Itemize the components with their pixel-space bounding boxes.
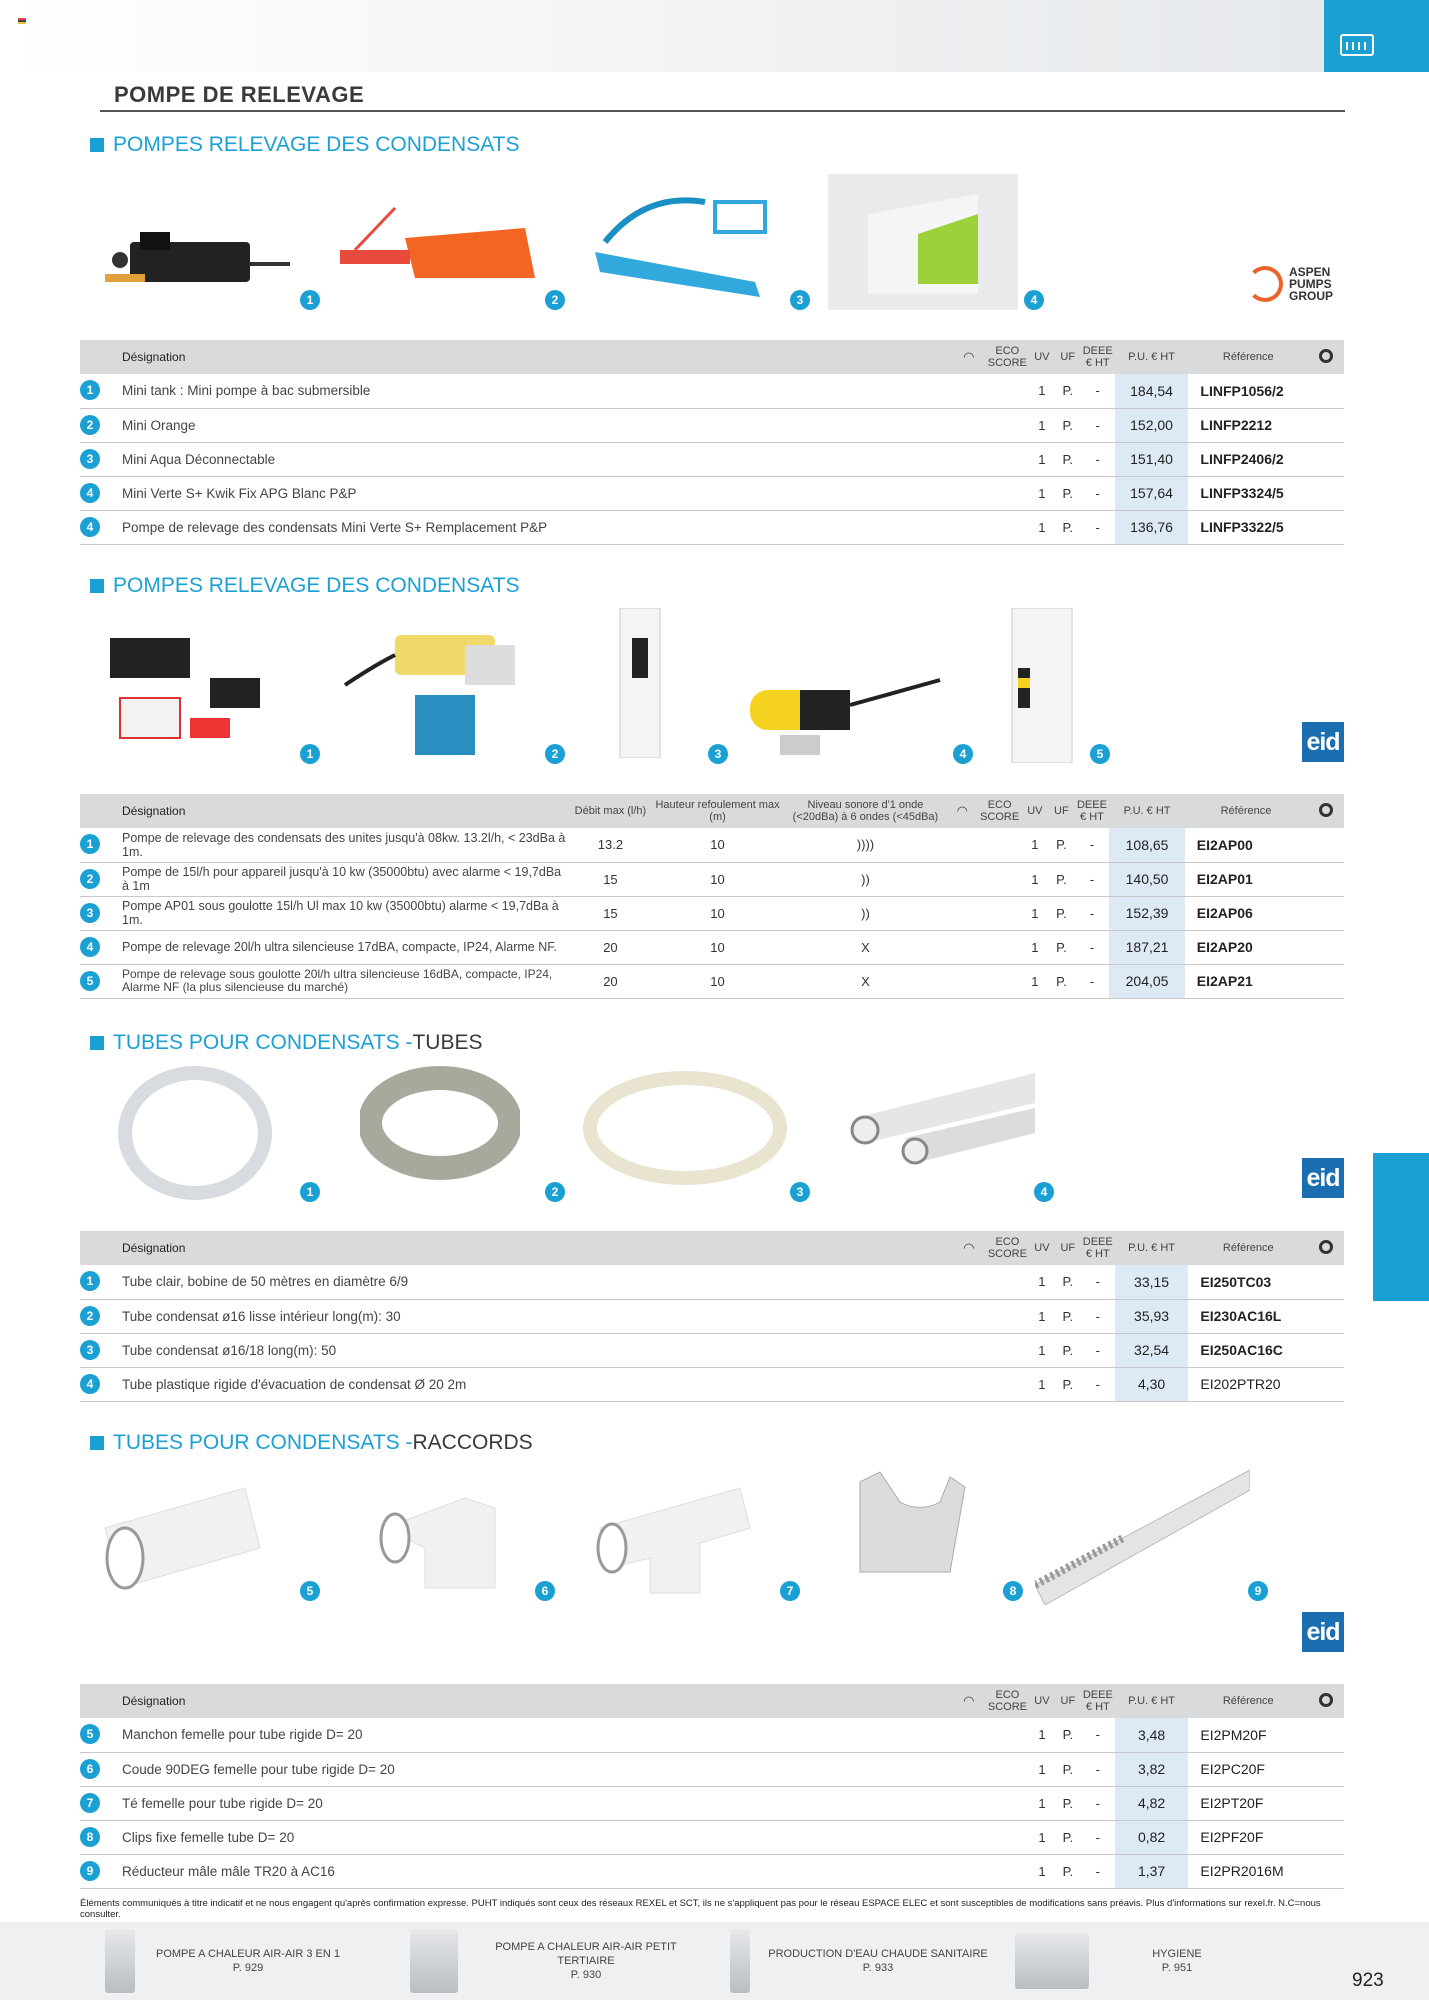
- product-badge: 9: [1248, 1581, 1268, 1601]
- row-badge: 1: [80, 834, 100, 854]
- nav-link-text: POMPE A CHALEUR AIR-AIR 3 EN 1 P. 929: [155, 1948, 340, 1974]
- row-designation: Mini tank : Mini pompe à bac submersible: [122, 383, 371, 399]
- table-row[interactable]: [80, 408, 1344, 442]
- bottom-nav-link-pac-tertiaire[interactable]: [410, 1922, 710, 2000]
- row-uf: P.: [1055, 1265, 1081, 1299]
- col-uv: UV: [1029, 340, 1055, 374]
- row-uf: P.: [1055, 1718, 1081, 1752]
- product-badge: 5: [1090, 744, 1110, 764]
- row-designation: Clips fixe femelle tube D= 20: [122, 1829, 295, 1845]
- hvac-unit-icon: [1340, 34, 1374, 56]
- product-badge: 1: [300, 1182, 320, 1202]
- bottom-nav-link-hygiene[interactable]: [1015, 1922, 1265, 2000]
- row-designation: Tube clair, bobine de 50 mètres en diamètre 6/9: [122, 1274, 409, 1290]
- brand-logo-aspen: [1247, 266, 1339, 302]
- product-thumbnail: [105, 1929, 135, 1993]
- row-designation: Tube condensat ø16 lisse intérieur long(m): 30: [122, 1308, 401, 1324]
- col-uv: UV: [1029, 1684, 1055, 1718]
- product-badge: 4: [1024, 290, 1044, 310]
- nav-link-text: HYGIENE P. 951: [1152, 1948, 1202, 1974]
- row-price: 187,21: [1109, 930, 1184, 964]
- row-uf: P.: [1055, 510, 1081, 544]
- row-uv: 1: [1029, 408, 1055, 442]
- product-badge: 2: [545, 1182, 565, 1202]
- row-deee: -: [1075, 862, 1110, 896]
- row-designation: Pompe AP01 sous goulotte 15l/h Ul max 10 kw (35000btu) alarme < 19,7dBa à 1m.: [122, 899, 559, 927]
- table-row[interactable]: [80, 442, 1344, 476]
- row-designation: Coude 90DEG femelle pour tube rigide D= 20: [122, 1761, 395, 1777]
- row-deee: -: [1081, 1367, 1115, 1401]
- row-uf: P.: [1055, 442, 1081, 476]
- row-price: 35,93: [1115, 1299, 1189, 1333]
- product-image-clip[interactable]: [840, 1462, 970, 1602]
- row-badge: 2: [80, 415, 100, 435]
- product-badge: 2: [545, 744, 565, 764]
- row-deee: -: [1081, 408, 1115, 442]
- col-reference: Référence: [1185, 794, 1307, 828]
- product-image-mini-tank[interactable]: [100, 222, 300, 302]
- product-badge: 6: [535, 1581, 555, 1601]
- col-pu: P.U. € HT: [1115, 340, 1189, 374]
- table-row[interactable]: [80, 1265, 1344, 1299]
- table-header-row: [80, 1231, 1344, 1265]
- row-uv: 1: [1029, 476, 1055, 510]
- row-price: 204,05: [1109, 964, 1184, 998]
- product-image-mini-aqua[interactable]: [585, 172, 785, 302]
- title-divider: [100, 110, 1345, 112]
- connectivity-icon: ◠: [947, 794, 978, 828]
- row-hauteur: 10: [651, 862, 784, 896]
- row-uf: P.: [1055, 374, 1081, 408]
- product-table-aspen: [80, 340, 1344, 545]
- section-side-tab[interactable]: [1373, 1153, 1429, 1301]
- section-title: POMPES RELEVAGE DES CONDENSATS: [90, 132, 520, 158]
- col-eco-score: ECO SCORE: [978, 794, 1022, 828]
- product-badge: 1: [300, 290, 320, 310]
- row-debit: 20: [570, 964, 652, 998]
- row-designation: Mini Aqua Déconnectable: [122, 451, 276, 467]
- brand-logo-eid: eid: [1302, 1612, 1344, 1652]
- table-row[interactable]: [80, 1854, 1344, 1888]
- table-row[interactable]: [80, 1786, 1344, 1820]
- product-badge: 4: [1034, 1182, 1054, 1202]
- table-row[interactable]: [80, 1367, 1344, 1401]
- row-uf: P.: [1055, 408, 1081, 442]
- row-price: 140,50: [1109, 862, 1184, 896]
- col-pu: P.U. € HT: [1115, 1684, 1189, 1718]
- product-thumbnail: [1015, 1933, 1089, 1989]
- row-badge: 2: [80, 1306, 100, 1326]
- bottom-nav-link-pac-3en1[interactable]: [105, 1922, 365, 2000]
- product-badge: 3: [790, 1182, 810, 1202]
- table-row[interactable]: [80, 1820, 1344, 1854]
- section-title: TUBES POUR CONDENSATS - RACCORDS: [90, 1430, 533, 1456]
- col-uf: UF: [1048, 794, 1075, 828]
- nav-link-text: POMPE A CHALEUR AIR-AIR PETIT TERTIAIRE P. 930: [495, 1941, 677, 1981]
- row-badge: 1: [80, 380, 100, 400]
- row-uf: P.: [1055, 1820, 1081, 1854]
- row-uf: P.: [1048, 896, 1075, 930]
- col-designation: Désignation: [80, 340, 952, 374]
- row-niveau: )): [784, 862, 947, 896]
- row-deee: -: [1081, 374, 1115, 408]
- row-reference[interactable]: EI2PM20F: [1188, 1718, 1308, 1752]
- product-badge: 3: [708, 744, 728, 764]
- col-deee: DEEE € HT: [1081, 1684, 1115, 1718]
- row-reference[interactable]: EI2PC20F: [1188, 1752, 1308, 1786]
- row-uf: P.: [1048, 930, 1075, 964]
- row-reference[interactable]: LINFP2406/2: [1188, 442, 1308, 476]
- row-uv: 1: [1029, 442, 1055, 476]
- row-deee: -: [1075, 896, 1110, 930]
- row-debit: 15: [570, 896, 652, 930]
- product-thumbnail: [410, 1929, 458, 1993]
- row-price: 32,54: [1115, 1333, 1189, 1367]
- table-row[interactable]: [80, 896, 1344, 930]
- row-price: 157,64: [1115, 476, 1189, 510]
- row-uf: P.: [1048, 828, 1075, 862]
- table-row[interactable]: [80, 476, 1344, 510]
- col-designation: Désignation: [80, 1684, 952, 1718]
- row-hauteur: 10: [651, 930, 784, 964]
- col-designation: Désignation: [80, 794, 570, 828]
- row-niveau: )): [784, 896, 947, 930]
- row-uv: 1: [1029, 1820, 1055, 1854]
- row-uv: 1: [1022, 896, 1049, 930]
- table-header-row: [80, 1684, 1344, 1718]
- row-badge: 4: [80, 483, 100, 503]
- language-flag-icon[interactable]: [18, 18, 26, 24]
- row-uv: 1: [1029, 1786, 1055, 1820]
- row-badge: 1: [80, 1271, 100, 1291]
- row-reference[interactable]: EI250AC16C: [1188, 1333, 1308, 1367]
- legal-footnote: Éléments communiqués à titre indicatif et ne nous engagent qu'après confirmation expresse. PUHT indiqués sont ceux des réseaux REXEL et SCT, ils ne s'appliquent pas pour le réseau ESPACE ELEC et sont susceptibles de modifications sans préavis. Plus d'informations sur rexel.fr. N.C=nous consulter.: [80, 1898, 1321, 1920]
- row-deee: -: [1081, 1786, 1115, 1820]
- col-eco-score: ECO SCORE: [986, 1684, 1029, 1718]
- row-price: 152,39: [1109, 896, 1184, 930]
- row-designation: Pompe de relevage des condensats des unites jusqu'à 08kw. 13.2l/h, < 23dBa à 1m.: [122, 830, 566, 859]
- product-table-raccords: [80, 1684, 1344, 1889]
- aspen-logo-icon: [1247, 266, 1283, 302]
- table-header-row: [80, 340, 1344, 374]
- col-designation: Désignation: [80, 1231, 952, 1265]
- row-uv: 1: [1022, 930, 1049, 964]
- row-designation: Manchon femelle pour tube rigide D= 20: [122, 1727, 363, 1743]
- row-uf: P.: [1055, 1367, 1081, 1401]
- row-badge: 4: [80, 937, 100, 957]
- row-price: 3,48: [1115, 1718, 1189, 1752]
- product-image-coude[interactable]: [365, 1468, 505, 1598]
- col-debit: Débit max (l/h): [570, 794, 652, 828]
- row-deee: -: [1075, 930, 1110, 964]
- row-reference[interactable]: LINFP1056/2: [1188, 374, 1308, 408]
- col-pu: P.U. € HT: [1109, 794, 1184, 828]
- row-deee: -: [1075, 828, 1110, 862]
- col-uv: UV: [1029, 1231, 1055, 1265]
- row-uv: 1: [1029, 1367, 1055, 1401]
- row-hauteur: 10: [651, 828, 784, 862]
- row-reference[interactable]: EI2AP20: [1185, 930, 1307, 964]
- col-uf: UF: [1055, 1684, 1081, 1718]
- row-price: 0,82: [1115, 1820, 1189, 1854]
- row-uf: P.: [1055, 1854, 1081, 1888]
- row-badge: 4: [80, 1374, 100, 1394]
- row-uf: P.: [1055, 1786, 1081, 1820]
- product-badge: 3: [790, 290, 810, 310]
- row-designation: Mini Verte S+ Kwik Fix APG Blanc P&P: [122, 485, 357, 501]
- row-reference[interactable]: EI2PF20F: [1188, 1820, 1308, 1854]
- col-uf: UF: [1055, 340, 1081, 374]
- col-reference: Référence: [1188, 340, 1308, 374]
- row-badge: 5: [80, 971, 100, 991]
- col-eco-score: ECO SCORE: [986, 340, 1029, 374]
- table-row[interactable]: [80, 1752, 1344, 1786]
- section-title: POMPES RELEVAGE DES CONDENSATS: [90, 573, 520, 599]
- product-badge: 1: [300, 744, 320, 764]
- row-badge: 4: [80, 517, 100, 537]
- row-price: 4,82: [1115, 1786, 1189, 1820]
- product-image-grey-tube[interactable]: [360, 1063, 520, 1193]
- row-reference[interactable]: EI2AP21: [1185, 964, 1307, 998]
- col-deee: DEEE € HT: [1081, 1231, 1115, 1265]
- table-row[interactable]: [80, 1718, 1344, 1752]
- row-reference[interactable]: EI250TC03: [1188, 1265, 1308, 1299]
- connectivity-icon: ◠: [952, 1684, 986, 1718]
- product-image-ei2ap21[interactable]: [1000, 608, 1080, 763]
- product-image-ei2ap20[interactable]: [740, 650, 950, 760]
- col-reference: Référence: [1188, 1684, 1308, 1718]
- row-badge: 7: [80, 1793, 100, 1813]
- row-reference[interactable]: EI2AP06: [1185, 896, 1307, 930]
- col-uv: UV: [1022, 794, 1049, 828]
- row-designation: Pompe de 15l/h pour appareil jusqu'à 10 kw (35000btu) avec alarme < 19,7dBa à 1m: [122, 865, 562, 893]
- col-uf: UF: [1055, 1231, 1081, 1265]
- row-designation: Pompe de relevage des condensats Mini Verte S+ Remplacement P&P: [122, 519, 548, 535]
- row-badge: 9: [80, 1861, 100, 1881]
- row-deee: -: [1075, 964, 1110, 998]
- product-table-eid-pumps: [80, 794, 1344, 999]
- section-title: TUBES POUR CONDENSATS - TUBES: [90, 1030, 483, 1056]
- row-badge: 8: [80, 1827, 100, 1847]
- row-deee: -: [1081, 1820, 1115, 1854]
- row-deee: -: [1081, 442, 1115, 476]
- product-badge: 4: [953, 744, 973, 764]
- row-hauteur: 10: [651, 896, 784, 930]
- row-reference[interactable]: EI2AP01: [1185, 862, 1307, 896]
- row-uv: 1: [1029, 1718, 1055, 1752]
- settings-gear-icon: [1308, 1231, 1344, 1265]
- row-price: 3,82: [1115, 1752, 1189, 1786]
- row-badge: 5: [80, 1724, 100, 1744]
- row-designation: Té femelle pour tube rigide D= 20: [122, 1795, 323, 1811]
- row-niveau: X: [784, 964, 947, 998]
- row-deee: -: [1081, 1299, 1115, 1333]
- row-price: 33,15: [1115, 1265, 1189, 1299]
- product-image-rigid-tubes[interactable]: [845, 1063, 1035, 1173]
- row-designation: Tube plastique rigide d'évacuation de condensat Ø 20 2m: [122, 1376, 467, 1392]
- col-deee: DEEE € HT: [1075, 794, 1110, 828]
- product-badge: 8: [1003, 1581, 1023, 1601]
- settings-gear-icon: [1307, 794, 1344, 828]
- row-price: 1,37: [1115, 1854, 1189, 1888]
- row-reference[interactable]: LINFP2212: [1188, 408, 1308, 442]
- product-image-reducteur[interactable]: [1035, 1465, 1250, 1605]
- row-uv: 1: [1029, 510, 1055, 544]
- table-row[interactable]: [80, 1299, 1344, 1333]
- table-row[interactable]: [80, 930, 1344, 964]
- row-uf: P.: [1048, 964, 1075, 998]
- product-image-white-tube[interactable]: [580, 1063, 790, 1193]
- col-hauteur: Hauteur refoulement max (m): [651, 794, 784, 828]
- table-row[interactable]: [80, 862, 1344, 896]
- brand-name: ASPEN PUMPS GROUP: [1289, 265, 1334, 303]
- product-image-ei2ap00[interactable]: [100, 628, 300, 758]
- row-deee: -: [1081, 1333, 1115, 1367]
- connectivity-icon: ◠: [952, 1231, 986, 1265]
- settings-gear-icon: [1308, 1684, 1344, 1718]
- row-uv: 1: [1029, 1299, 1055, 1333]
- table-row[interactable]: [80, 510, 1344, 544]
- settings-gear-icon: [1308, 340, 1344, 374]
- product-badge: 7: [780, 1581, 800, 1601]
- product-image-mini-verte[interactable]: [828, 174, 1018, 310]
- row-deee: -: [1081, 1854, 1115, 1888]
- row-price: 151,40: [1115, 442, 1189, 476]
- col-reference: Référence: [1188, 1231, 1308, 1265]
- row-badge: 3: [80, 449, 100, 469]
- row-reference[interactable]: EI2AP00: [1185, 828, 1307, 862]
- row-uf: P.: [1055, 1752, 1081, 1786]
- row-niveau: X: [784, 930, 947, 964]
- row-badge: 2: [80, 869, 100, 889]
- row-designation: Mini Orange: [122, 417, 196, 433]
- product-badge: 5: [300, 1581, 320, 1601]
- product-image-ei2ap06[interactable]: [610, 608, 670, 758]
- row-price: 136,76: [1115, 510, 1189, 544]
- row-reference[interactable]: EI2PT20F: [1188, 1786, 1308, 1820]
- row-uf: P.: [1055, 476, 1081, 510]
- row-uv: 1: [1022, 828, 1049, 862]
- row-hauteur: 10: [651, 964, 784, 998]
- product-image-ei2ap01[interactable]: [335, 615, 545, 765]
- row-deee: -: [1081, 1752, 1115, 1786]
- row-uv: 1: [1029, 1752, 1055, 1786]
- row-price: 4,30: [1115, 1367, 1189, 1401]
- row-uf: P.: [1048, 862, 1075, 896]
- row-designation: Tube condensat ø16/18 long(m): 50: [122, 1342, 337, 1358]
- product-image-te[interactable]: [590, 1468, 755, 1598]
- table-header-row: [80, 794, 1344, 828]
- bottom-nav-link-eau-chaude[interactable]: [730, 1922, 1000, 2000]
- row-deee: -: [1081, 476, 1115, 510]
- row-deee: -: [1081, 1265, 1115, 1299]
- table-row[interactable]: [80, 1333, 1344, 1367]
- brand-logo-eid: eid: [1302, 1158, 1344, 1198]
- product-badge: 2: [545, 290, 565, 310]
- product-image-clear-tube[interactable]: [115, 1063, 275, 1203]
- connectivity-icon: ◠: [952, 340, 986, 374]
- top-bar: [0, 0, 1429, 72]
- row-niveau: )))): [784, 828, 947, 862]
- row-designation: Pompe de relevage sous goulotte 20l/h ultra silencieuse 16dBA, compacte, IP24, Alarme NF (la plus silencieuse du marché): [122, 967, 553, 994]
- row-uf: P.: [1055, 1299, 1081, 1333]
- page-number: 923: [1352, 1970, 1384, 1991]
- row-uv: 1: [1029, 1265, 1055, 1299]
- row-badge: 3: [80, 1340, 100, 1360]
- row-reference[interactable]: EI2PR2016M: [1188, 1854, 1308, 1888]
- row-uf: P.: [1055, 1333, 1081, 1367]
- row-uv: 1: [1022, 964, 1049, 998]
- row-uv: 1: [1029, 374, 1055, 408]
- nav-link-text: PRODUCTION D'EAU CHAUDE SANITAIRE P. 933: [768, 1948, 988, 1974]
- col-eco-score: ECO SCORE: [986, 1231, 1029, 1265]
- row-price: 108,65: [1109, 828, 1184, 862]
- table-row[interactable]: [80, 964, 1344, 998]
- row-reference[interactable]: LINFP3324/5: [1188, 476, 1308, 510]
- row-price: 152,00: [1115, 408, 1189, 442]
- row-badge: 6: [80, 1759, 100, 1779]
- brand-logo-eid: eid: [1302, 722, 1344, 762]
- col-niveau: Niveau sonore d'1 onde (<20dBa) à 6 ondes (<45dBa): [784, 794, 947, 828]
- product-thumbnail: [730, 1929, 750, 1993]
- row-reference[interactable]: EI230AC16L: [1188, 1299, 1308, 1333]
- row-uv: 1: [1029, 1333, 1055, 1367]
- row-debit: 20: [570, 930, 652, 964]
- row-deee: -: [1081, 510, 1115, 544]
- table-row[interactable]: [80, 828, 1344, 862]
- row-designation: Réducteur mâle mâle TR20 à AC16: [122, 1863, 335, 1879]
- row-designation: Pompe de relevage 20l/h ultra silencieuse 17dBA, compacte, IP24, Alarme NF.: [122, 940, 557, 954]
- page-title: POMPE DE RELEVAGE: [114, 82, 365, 107]
- row-badge: 3: [80, 903, 100, 923]
- product-image-mini-orange[interactable]: [335, 198, 545, 288]
- row-debit: 15: [570, 862, 652, 896]
- row-uv: 1: [1022, 862, 1049, 896]
- col-deee: DEEE € HT: [1081, 340, 1115, 374]
- row-debit: 13.2: [570, 828, 652, 862]
- product-table-tubes: [80, 1231, 1344, 1402]
- row-price: 184,54: [1115, 374, 1189, 408]
- row-deee: -: [1081, 1718, 1115, 1752]
- product-image-manchon[interactable]: [95, 1468, 265, 1598]
- row-reference[interactable]: LINFP3322/5: [1188, 510, 1308, 544]
- row-reference[interactable]: EI202PTR20: [1188, 1367, 1308, 1401]
- table-row[interactable]: [80, 374, 1344, 408]
- col-pu: P.U. € HT: [1115, 1231, 1189, 1265]
- row-uv: 1: [1029, 1854, 1055, 1888]
